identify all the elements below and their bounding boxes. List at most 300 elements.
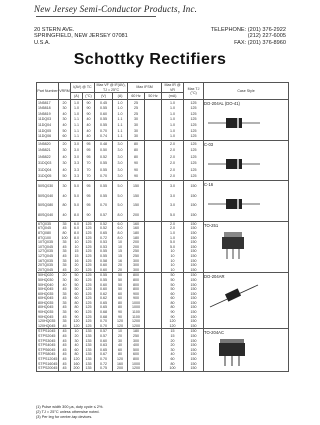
cell-tj: 150: [184, 254, 204, 259]
cell-vf: 0.70: [95, 357, 113, 362]
cell-vrrm: 30: [59, 181, 71, 192]
cell-part: 31DQ05: [37, 173, 59, 180]
cell-tc: 70: [83, 160, 95, 167]
cell-io: 160: [71, 362, 83, 367]
cell-tj: 150: [184, 273, 204, 278]
cell-ir: 20: [162, 343, 184, 348]
address-line: SPRINGFIELD, NEW JERSEY 07081: [34, 33, 128, 40]
cell-tc: 95: [83, 140, 95, 147]
cell-io: 15: [71, 254, 83, 259]
cell-if: 1.1: [113, 134, 128, 140]
cell-vf: 0.70: [95, 319, 113, 324]
cell-vrrm: 45: [59, 357, 71, 362]
cell-io: 1.1: [71, 128, 83, 134]
cell-ir: 50: [162, 287, 184, 292]
cell-ifsm-a: 1100: [128, 315, 145, 320]
cell-vrrm: 45: [59, 352, 71, 357]
cell-part: 50HQ030: [37, 278, 59, 283]
cell-ir: 1.0: [162, 100, 184, 106]
cell-tc: 135: [83, 352, 95, 357]
cell-io: 1.0: [71, 106, 83, 112]
cell-io: 80: [71, 352, 83, 357]
cell-part: 60HQ035: [37, 292, 59, 297]
cell-ir: 15: [162, 329, 184, 334]
cell-ir: 40: [162, 352, 184, 357]
cell-vf: 0.52: [95, 226, 113, 231]
cell-if: 80: [113, 305, 128, 310]
cell-tj: 150: [184, 181, 204, 192]
cell-if: 50: [113, 287, 128, 292]
cell-tj: 125: [184, 117, 204, 123]
fax-line: FAX: (201) 376-8960: [234, 39, 286, 46]
cell-vf: 0.55: [95, 123, 113, 129]
cell-ir: 90: [162, 315, 184, 320]
cell-part: 31DQ03: [37, 160, 59, 167]
cell-if: 50: [113, 283, 128, 288]
cell-tj: 125: [184, 160, 204, 167]
cell-tj: 150: [184, 249, 204, 254]
cell-ir: 2.0: [162, 226, 184, 231]
cell-if: 20: [113, 334, 128, 339]
cell-vf: 0.50: [95, 147, 113, 154]
cell-tc: 125: [83, 259, 95, 264]
cell-tj: 125: [184, 154, 204, 161]
rectifier-table: [36, 82, 289, 372]
cell-tj: 150: [184, 221, 204, 226]
cell-tc: 135: [83, 339, 95, 344]
cell-io: 15: [71, 249, 83, 254]
cell-vf: 0.57: [95, 329, 113, 334]
cell-ir: 3.0: [162, 191, 184, 201]
cell-tc: 125: [83, 315, 95, 320]
cell-if: 8.0: [113, 231, 128, 236]
cell-ifsm-b: [145, 140, 162, 147]
cell-vrrm: 45: [59, 268, 71, 273]
cell-vf: 0.57: [95, 334, 113, 339]
cell-ifsm-a: 90: [128, 167, 145, 174]
cell-if: 5.0: [113, 191, 128, 201]
cell-tc: 125: [83, 305, 95, 310]
cell-vrrm: 50: [59, 173, 71, 180]
cell-ir: 30: [162, 348, 184, 353]
cell-ifsm-a: 150: [128, 201, 145, 211]
cell-tc: 90: [83, 106, 95, 112]
case-style-cell: [204, 221, 289, 273]
cell-part: 50HQ040: [37, 283, 59, 288]
cell-ir: 1.0: [162, 117, 184, 123]
cell-vf: 0.52: [95, 154, 113, 161]
cell-io: 120: [71, 357, 83, 362]
case-style-label: DO-204AL (DO-41): [204, 101, 240, 106]
cell-tc: 90: [83, 100, 95, 106]
cell-vrrm: 35: [59, 292, 71, 297]
cell-vf: 0.55: [95, 117, 113, 123]
cell-tc: 95: [83, 181, 95, 192]
cell-ir: 3.0: [162, 181, 184, 192]
cell-ir: 2.0: [162, 167, 184, 174]
cell-tj: 150: [184, 357, 204, 362]
cell-tc: 125: [83, 287, 95, 292]
cell-tc: 135: [83, 362, 95, 367]
cell-ifsm-a: 900: [128, 292, 145, 297]
col-if: (A): [113, 93, 128, 100]
cell-vrrm: 40: [59, 167, 71, 174]
cell-vf: 0.68: [95, 315, 113, 320]
cell-ir: 10: [162, 254, 184, 259]
cell-tc: 125: [83, 296, 95, 301]
cell-tj: 150: [184, 334, 204, 339]
cell-ir: 1.0: [162, 231, 184, 236]
col-tc: (°C): [83, 93, 95, 100]
cell-ifsm-a: 30: [128, 128, 145, 134]
cell-if: 50: [113, 273, 128, 278]
cell-part: 1N5820: [37, 140, 59, 147]
cell-ir: 2.0: [162, 160, 184, 167]
cell-tj: 125: [184, 106, 204, 112]
cell-tc: 70: [83, 167, 95, 174]
cell-io: 90: [71, 315, 83, 320]
cell-vrrm: 45: [59, 226, 71, 231]
cell-tj: 150: [184, 191, 204, 201]
cell-vrrm: 40: [59, 191, 71, 201]
cell-vf: 0.62: [95, 296, 113, 301]
cell-tc: 125: [83, 292, 95, 297]
cell-if: 3.0: [113, 160, 128, 167]
cell-vf: 0.55: [95, 278, 113, 283]
cell-ifsm-a: 200: [128, 211, 145, 222]
cell-tj: 125: [184, 167, 204, 174]
cell-part: 20TQ035: [37, 263, 59, 268]
cell-tc: 135: [83, 343, 95, 348]
cell-vf: 0.53: [95, 240, 113, 245]
cell-ifsm-a: 600: [128, 352, 145, 357]
cell-ifsm-b: [145, 173, 162, 180]
cell-tj: 150: [184, 319, 204, 324]
cell-vf: 0.45: [95, 100, 113, 106]
cell-tc: 95: [83, 191, 95, 201]
cell-tj: 150: [184, 236, 204, 241]
cell-ifsm-a: 25: [128, 111, 145, 117]
cell-io: 50: [71, 273, 83, 278]
cell-vrrm: 45: [59, 362, 71, 367]
cell-part: 6TQ035: [37, 221, 59, 226]
cell-vf: 0.60: [95, 111, 113, 117]
cell-if: 8.0: [113, 211, 128, 222]
cell-vrrm: 35: [59, 240, 71, 245]
cell-io: 30: [71, 339, 83, 344]
cell-io: 20: [71, 263, 83, 268]
cell-vf: 0.58: [95, 259, 113, 264]
cell-vrrm: 35: [59, 259, 71, 264]
cell-part: 120HQ045: [37, 324, 59, 329]
cell-tc: 95: [83, 154, 95, 161]
cell-io: 8.0: [71, 211, 83, 222]
cell-vf: 0.60: [95, 263, 113, 268]
address-line: U.S.A.: [34, 39, 51, 46]
table-header-row: [37, 83, 289, 93]
cell-vrrm: 45: [59, 296, 71, 301]
case-style-label: C-03: [204, 141, 214, 147]
cell-ir: 2.0: [162, 173, 184, 180]
rectifier-table-wrap: [36, 82, 288, 404]
cell-ifsm-a: 180: [128, 231, 145, 236]
cell-part: 11DQ03: [37, 117, 59, 123]
cell-ifsm-a: 1000: [128, 301, 145, 306]
cell-vrrm: 45: [59, 366, 71, 371]
cell-tc: 125: [83, 263, 95, 268]
cell-if: 40: [113, 343, 128, 348]
cell-ir: 100: [162, 366, 184, 371]
cell-ir: 80: [162, 305, 184, 310]
col-case: Case Style: [204, 83, 289, 100]
cell-vrrm: 40: [59, 283, 71, 288]
cell-ifsm-a: 90: [128, 160, 145, 167]
cell-io: 1.0: [71, 111, 83, 117]
cell-ifsm-a: 1000: [128, 305, 145, 310]
cell-ifsm-b: [145, 191, 162, 201]
cell-if: 1.1: [113, 123, 128, 129]
cell-io: 1.1: [71, 134, 83, 140]
cell-vrrm: 20: [59, 100, 71, 106]
col-ifsm-a: 60 Hz: [128, 93, 145, 100]
cell-ifsm-a: 160: [128, 226, 145, 231]
cell-vrrm: 80: [59, 231, 71, 236]
page-title: Schottky Rectifiers: [73, 51, 227, 68]
cell-tj: 150: [184, 305, 204, 310]
package-icon: [204, 108, 288, 140]
cell-vrrm: 40: [59, 211, 71, 222]
cell-tj: 125: [184, 140, 204, 147]
cell-part: 6TQ045: [37, 226, 59, 231]
cell-tj: 125: [184, 173, 204, 180]
cell-vf: 0.55: [95, 160, 113, 167]
cell-tc: 125: [83, 283, 95, 288]
company-address: [34, 27, 128, 46]
cell-vrrm: 35: [59, 249, 71, 254]
cell-part: STPS16045: [38, 361, 58, 366]
cell-io: 120: [71, 319, 83, 324]
cell-io: 20: [71, 334, 83, 339]
col-ir-group: Max IR @ VR: [162, 83, 184, 93]
cell-ifsm-b: [145, 366, 162, 371]
cell-io: 60: [71, 348, 83, 353]
cell-if: 3.0: [113, 140, 128, 147]
cell-io: 50: [71, 278, 83, 283]
cell-tj: 150: [184, 339, 204, 344]
cell-part: 50SQ030: [37, 181, 59, 192]
col-vf-group: Max VF @ IF(AV), TJ = 25°C: [96, 83, 126, 92]
cell-part: STPS20045: [38, 366, 58, 371]
cell-tc: 125: [83, 319, 95, 324]
cell-tc: 135: [83, 329, 95, 334]
cell-if: 200: [113, 366, 128, 371]
cell-vf: 0.57: [95, 211, 113, 222]
cell-tc: 40: [83, 117, 95, 123]
cell-vf: 0.55: [95, 254, 113, 259]
cell-io: 90: [71, 310, 83, 315]
cell-vf: 0.65: [95, 348, 113, 353]
cell-tc: 40: [83, 123, 95, 129]
cell-vf: 0.60: [95, 268, 113, 273]
cell-vf: 0.55: [95, 191, 113, 201]
cell-part: 90HQ045: [37, 315, 59, 320]
cell-vrrm: 35: [59, 319, 71, 324]
col-part: Part Number: [37, 83, 59, 100]
cell-io: 8.0: [71, 236, 83, 241]
case-style-cell: [204, 100, 289, 141]
cell-ir: 120: [162, 319, 184, 324]
package-icon: [204, 149, 288, 181]
cell-part: 8TQ100: [37, 236, 59, 241]
cell-part: STPS4045: [37, 343, 59, 348]
package-icon: [204, 337, 288, 369]
cell-part: 50SQ080: [37, 201, 59, 211]
cell-ifsm-a: 80: [128, 154, 145, 161]
cell-ifsm-a: 200: [128, 245, 145, 250]
cell-tj: 125: [184, 100, 204, 106]
cell-io: 6.0: [71, 221, 83, 226]
cell-vrrm: 45: [59, 315, 71, 320]
cell-part: 1N5817: [37, 100, 59, 106]
cell-tj: 150: [184, 352, 204, 357]
cell-tc: 125: [83, 278, 95, 283]
cell-ir: 2.0: [162, 221, 184, 226]
cell-vf: 0.55: [95, 273, 113, 278]
cell-ifsm-b: [145, 211, 162, 222]
cell-part: 8TQ080: [37, 231, 59, 236]
cell-vf: 0.48: [95, 140, 113, 147]
cell-vrrm: 20: [59, 273, 71, 278]
cell-ir: 60: [162, 357, 184, 362]
cell-if: 20: [113, 268, 128, 273]
cell-if: 80: [113, 301, 128, 306]
cell-vrrm: 30: [59, 117, 71, 123]
cell-vf: 0.60: [95, 287, 113, 292]
telephone-line: (212) 227-6005: [247, 33, 286, 40]
cell-ir: 15: [162, 334, 184, 339]
cell-tj: 150: [184, 362, 204, 367]
case-style-label: DO-204AR: [204, 274, 225, 280]
cell-tc: 135: [83, 357, 95, 362]
cell-io: 50: [71, 287, 83, 292]
cell-io: 3.3: [71, 160, 83, 167]
cell-part: 120HQ035: [37, 319, 59, 324]
cell-if: 6.0: [113, 226, 128, 231]
table-row: [37, 181, 289, 192]
cell-if: 120: [113, 357, 128, 362]
cell-if: 1.1: [113, 117, 128, 123]
cell-tc: 135: [83, 348, 95, 353]
cell-io: 5.0: [71, 201, 83, 211]
cell-if: 50: [113, 278, 128, 283]
cell-if: 1.0: [113, 106, 128, 112]
cell-tj: 150: [184, 315, 204, 320]
cell-ifsm-a: 800: [128, 283, 145, 288]
cell-vrrm: 100: [59, 236, 71, 241]
col-ifsm-b: 50 Hz: [145, 93, 162, 100]
cell-tc: 90: [83, 111, 95, 117]
cell-io: 3.3: [71, 167, 83, 174]
cell-ifsm-a: 30: [128, 117, 145, 123]
cell-if: 120: [113, 324, 128, 329]
cell-ifsm-a: 180: [128, 236, 145, 241]
cell-ifsm-a: 500: [128, 348, 145, 353]
footnotes: [36, 405, 103, 419]
cell-ir: 20: [162, 339, 184, 344]
cell-if: 15: [113, 249, 128, 254]
cell-part: 80SQ040: [37, 211, 59, 222]
cell-tj: 150: [184, 292, 204, 297]
col-tj: Max TJ (°C): [184, 83, 204, 100]
cell-ifsm-a: 400: [128, 343, 145, 348]
cell-ifsm-a: 200: [128, 240, 145, 245]
cell-tj: 150: [184, 211, 204, 222]
cell-ifsm-a: 150: [128, 191, 145, 201]
cell-ir: 10: [162, 259, 184, 264]
cell-ir: 50: [162, 278, 184, 283]
cell-ir: 5.0: [162, 240, 184, 245]
cell-part: 50HQ045: [37, 287, 59, 292]
footnote: (2) TJ = 25°C unless otherwise noted.: [36, 409, 100, 414]
cell-vrrm: 45: [59, 334, 71, 339]
cell-vf: 0.68: [95, 310, 113, 315]
cell-tj: 150: [184, 287, 204, 292]
cell-io: 3.0: [71, 147, 83, 154]
cell-io: 40: [71, 343, 83, 348]
cell-vrrm: 45: [59, 245, 71, 250]
cell-tj: 150: [184, 310, 204, 315]
case-style-label: TO-204AC: [204, 330, 224, 336]
cell-vrrm: 30: [59, 106, 71, 112]
cell-if: 90: [113, 315, 128, 320]
cell-ifsm-a: 180: [128, 329, 145, 334]
cell-io: 20: [71, 268, 83, 273]
cell-if: 60: [113, 292, 128, 297]
cell-tc: 135: [83, 366, 95, 371]
cell-io: 60: [71, 296, 83, 301]
cell-if: 10: [113, 245, 128, 250]
cell-ir: 1.0: [162, 106, 184, 112]
cell-if: 3.0: [113, 147, 128, 154]
cell-tj: 150: [184, 259, 204, 264]
cell-if: 3.0: [113, 154, 128, 161]
cell-vrrm: 30: [59, 160, 71, 167]
company-logo: New Jersey Semi-Conductor Products, Inc.: [34, 4, 198, 14]
cell-vrrm: 45: [59, 329, 71, 334]
cell-part: 16TQ035: [37, 259, 59, 264]
cell-vf: 0.55: [95, 181, 113, 192]
cell-vf: 0.55: [95, 249, 113, 254]
cell-vf: 0.65: [95, 305, 113, 310]
cell-tc: 95: [83, 201, 95, 211]
cell-part: 1N5822: [37, 154, 59, 161]
cell-ir: 1.0: [162, 236, 184, 241]
cell-tj: 150: [184, 343, 204, 348]
cell-vrrm: 40: [59, 123, 71, 129]
logo-underline: [36, 16, 156, 17]
cell-tj: 150: [184, 283, 204, 288]
cell-ifsm-a: 30: [128, 134, 145, 140]
cell-part: 31DQ04: [37, 167, 59, 174]
cell-ir: 1.0: [162, 123, 184, 129]
cell-tc: 125: [83, 324, 95, 329]
cell-io: 10: [71, 329, 83, 334]
package-icon: [204, 189, 288, 221]
cell-io: 10: [71, 245, 83, 250]
cell-tj: 150: [184, 201, 204, 211]
cell-vrrm: 45: [59, 254, 71, 259]
cell-tj: 150: [184, 366, 204, 371]
